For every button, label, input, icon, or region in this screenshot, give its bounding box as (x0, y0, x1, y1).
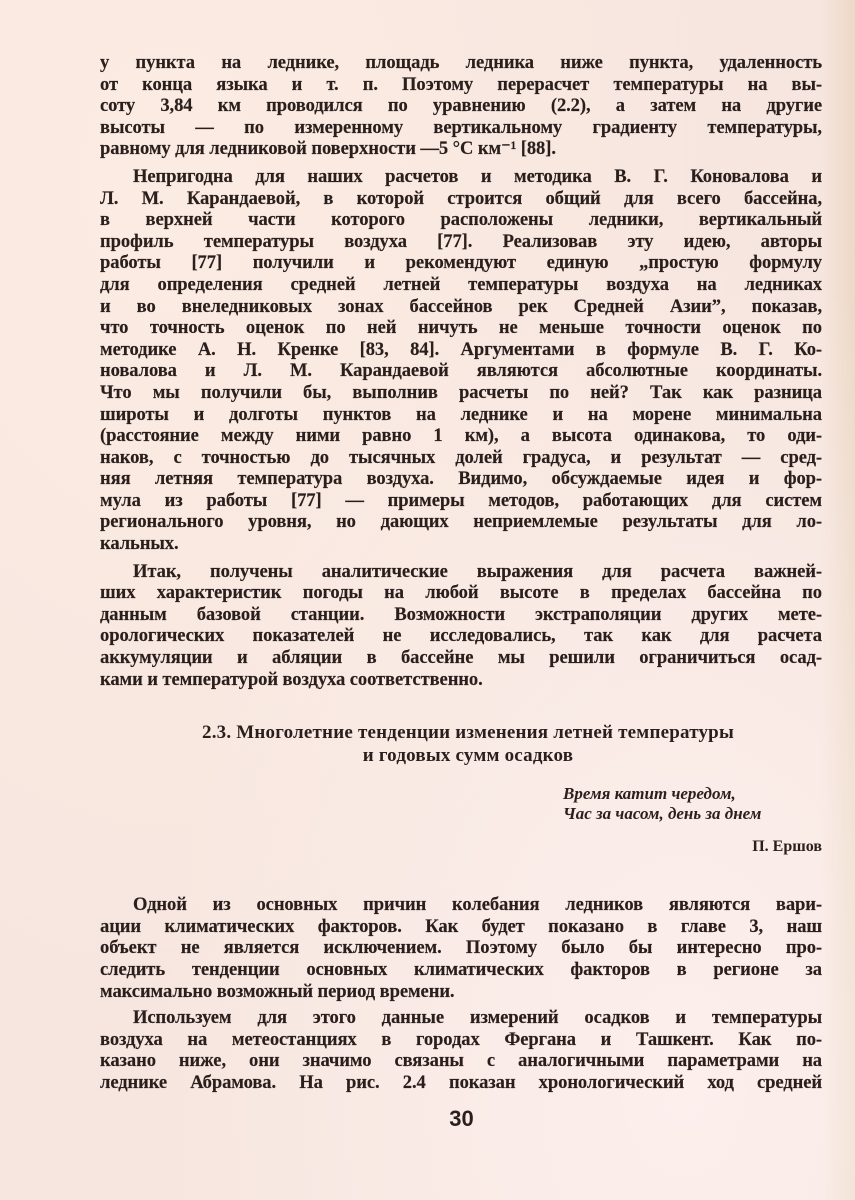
text-line: ками и температурой воздуха соответственно. (100, 668, 483, 690)
paragraph-climate-factors (100, 894, 822, 1002)
text-line: казано ниже, они значимо связаны с аналогичными параметрами на (100, 1050, 822, 1072)
text-line: Л. М. Карандаевой, в которой строится общий для всего бассейна, (100, 187, 822, 209)
text-line: (расстояние между ними равно 1 км), а высота одинакова, то оди- (100, 425, 822, 447)
text-line: леднике Абрамова. На рис. 2.4 показан хронологический ход средней (100, 1071, 822, 1093)
text-line: Используем для этого данные измерений осадков и температуры (133, 1007, 822, 1029)
text-line: что точность оценок по ней ничуть не меньше точности оценок по (100, 317, 822, 339)
text-line: объект не является исключением. Поэтому было бы интересно про- (100, 937, 822, 959)
paragraph-konovalov-method (100, 166, 822, 555)
text-line: мула из работы [77] — примеры методов, работающих для систем (100, 489, 822, 511)
epigraph-line1: Время катит чередом, (563, 784, 736, 804)
text-line: профиль температуры воздуха [77]. Реализовав эту идею, авторы (100, 230, 822, 252)
book-page (100, 52, 822, 1094)
epigraph-line2: Час за часом, день за днем (563, 804, 762, 824)
text-line: ации климатических факторов. Как будет показано в главе 3, наш (100, 915, 822, 937)
text-line: Непригодна для наших расчетов и методика В. Г. Коновалова и (133, 165, 822, 187)
section-heading-line1: 2.3. Многолетние тенденции изменения летней температуры (202, 722, 734, 744)
paragraph-station-data (100, 1007, 822, 1093)
text-line: аккумуляции и абляции в бассейне мы решили ограничиться осад- (100, 647, 822, 669)
paragraph-continuation (100, 52, 822, 160)
text-line: работы [77] получили и рекомендуют единую „простую формулу (100, 252, 822, 274)
page-number: 30 (449, 1106, 474, 1131)
text-line: регионального уровня, но дающих неприемлемые результаты для ло- (100, 511, 822, 533)
paragraph-summary (100, 561, 822, 691)
text-line: новалова и Л. М. Карандаевой являются абсолютные координаты. (100, 360, 822, 382)
text-line: няя летняя температура воздуха. Видимо, обсуждаемые идея и фор- (100, 468, 822, 490)
text-line: у пункта на леднике, площадь ледника ниже пункта, удаленность (100, 52, 822, 73)
text-line: Что мы получили бы, выполнив расчеты по ней? Так как разница (100, 381, 822, 403)
text-line: соту 3,84 км проводился по уравнению (2.2), а затем на другие (100, 95, 822, 117)
section-heading (100, 721, 822, 767)
text-line: равному для ледниковой поверхности —5 °С км⁻¹ [88]. (100, 138, 556, 160)
text-line: орологических показателей не исследовались, так как для расчета (100, 625, 822, 647)
text-line: Одной из основных причин колебания ледников являются вари- (133, 894, 822, 916)
text-line: широты и долготы пунктов на леднике и на морене минимальна (100, 403, 822, 425)
text-line: в верхней части которого расположены ледники, вертикальный (100, 209, 822, 231)
epigraph-author: П. Ершов (752, 838, 822, 856)
text-line: наков, с точностью до тысячных долей градуса, и результат — сред- (100, 446, 822, 468)
text-line: для определения средней летней температуры воздуха на ледниках (100, 273, 822, 295)
text-line: максимально возможный период времени. (100, 980, 455, 1002)
text-line: ших характеристик погоды на любой высоте в пределах бассейна по (100, 582, 822, 604)
text-line: и во внеледниковых зонах бассейнов рек Средней Азии”, показав, (100, 295, 822, 317)
section-heading-line2: и годовых сумм осадков (362, 745, 574, 767)
text-line: следить тенденции основных климатических факторов в регионе за (100, 959, 822, 980)
text-line: от конца языка и т. п. Поэтому перерасчет температуры на вы- (100, 73, 822, 95)
text-line: Итак, получены аналитические выражения для расчета важней- (133, 560, 822, 582)
text-line: высоты — по измеренному вертикальному градиенту температуры, (100, 116, 822, 138)
text-line: данным базовой станции. Возможности экстраполяции других мете- (100, 603, 822, 625)
epigraph (563, 784, 822, 824)
text-line: воздуха на метеостанциях в городах Фергана и Ташкент. Как по- (100, 1028, 822, 1050)
text-line: методике А. Н. Кренке [83, 84]. Аргументами в формуле В. Г. Ко- (100, 338, 822, 360)
text-line: кальных. (100, 533, 179, 555)
